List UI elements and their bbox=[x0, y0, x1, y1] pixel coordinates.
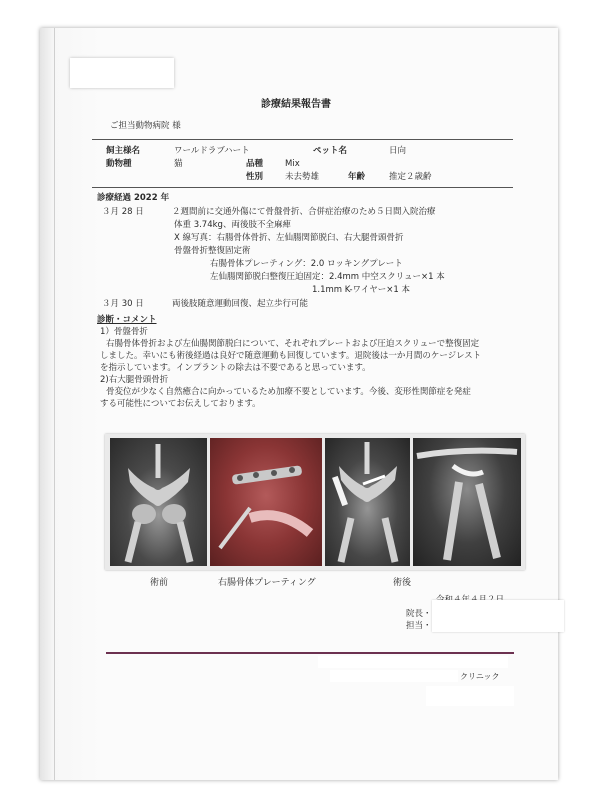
redacted-header bbox=[70, 58, 174, 88]
director-label: 院長・ bbox=[406, 609, 432, 619]
diagnosis-line: 骨変位が少なく自然癒合に向かっているため加療不要としています。今後、変形性関節症を発症 bbox=[106, 387, 471, 397]
pet-label: ペット名 bbox=[313, 146, 348, 156]
redacted-footer-contact bbox=[426, 686, 514, 706]
redacted-footer-name bbox=[318, 656, 508, 668]
course-heading: 診療経過 2022 年 bbox=[97, 193, 170, 203]
course-date-1: ３月 28 日 bbox=[102, 207, 144, 217]
sex-value: 未去勢雄 bbox=[285, 172, 320, 182]
breed-label: 品種 bbox=[246, 159, 264, 169]
xray-pre-op-image bbox=[110, 438, 207, 566]
course-line: X 線写真：右腸骨体骨折、左仙腸関節脱臼、右大腿骨頭骨折 bbox=[174, 233, 404, 243]
sex-label: 性別 bbox=[246, 172, 264, 182]
staff-label: 担当・ bbox=[406, 621, 432, 631]
addressee: ご担当動物病院 様 bbox=[110, 121, 181, 131]
species-label: 動物種 bbox=[106, 159, 132, 169]
redacted-signature bbox=[432, 600, 564, 632]
caption-pre-op: 術前 bbox=[150, 578, 169, 588]
course-line: 体重 3.74kg、両後肢不全麻痺 bbox=[174, 220, 291, 230]
course-line: 1.1mm K-ワイヤー×1 本 bbox=[312, 285, 411, 295]
course-date-2: ３月 30 日 bbox=[102, 299, 144, 309]
owner-value: ワールドラブハート bbox=[174, 146, 250, 156]
report-paper bbox=[40, 28, 558, 780]
course-line: ２週間前に交通外傷にて骨盤骨折、合併症治療のため５日間入院治療 bbox=[172, 207, 436, 217]
caption-plating: 右腸骨体プレーティング bbox=[218, 578, 316, 588]
diagnosis-line: を指示しています。インプラントの除去は不要であると思っています。 bbox=[100, 363, 371, 373]
footer-rule bbox=[106, 652, 514, 654]
course-line: 骨盤骨折整復固定術 bbox=[174, 246, 251, 256]
caption-post-op: 術後 bbox=[393, 578, 412, 588]
course-line: 左仙腸関節脱臼整復圧迫固定：2.4mm 中空スクリュー×1 本 bbox=[210, 272, 445, 282]
diagnosis-line: しました。幸いにも術後経過は良好で随意運動も回復しています。退院後は一か月間のケージレスト bbox=[100, 351, 482, 361]
pet-value: 日向 bbox=[389, 146, 407, 156]
divider-top bbox=[92, 139, 513, 140]
footer-clinic-suffix: クリニック bbox=[460, 672, 500, 681]
owner-label: 飼主様名 bbox=[106, 146, 141, 156]
redacted-footer-address bbox=[330, 670, 458, 682]
age-label: 年齢 bbox=[348, 172, 366, 182]
course-line: 両後肢随意運動回復、起立歩行可能 bbox=[172, 299, 309, 309]
surgical-plating-photo bbox=[210, 438, 322, 566]
divider-info bbox=[92, 187, 513, 188]
xray-lateral-image bbox=[413, 438, 521, 566]
species-value: 猫 bbox=[174, 159, 183, 169]
diagnosis-line: 右腸骨体骨折および左仙腸関節脱臼について、それぞれプレートおよび圧迫スクリューで整復固定 bbox=[106, 339, 480, 349]
age-value: 推定２歳齢 bbox=[389, 172, 432, 182]
course-line: 右腸骨体プレーティング：2.0 ロッキングプレート bbox=[210, 259, 403, 269]
diagnosis-section-title: 1）骨盤骨折 bbox=[100, 327, 148, 337]
diagnosis-heading: 診断・コメント bbox=[97, 315, 157, 325]
diagnosis-section-title: 2)右大腿骨頭骨折 bbox=[100, 375, 169, 385]
diagnosis-line: する可能性についてお伝えしております。 bbox=[100, 399, 261, 409]
xray-post-op-image bbox=[325, 438, 410, 566]
breed-value: Mix bbox=[285, 159, 300, 169]
report-title: 診療結果報告書 bbox=[261, 99, 331, 110]
